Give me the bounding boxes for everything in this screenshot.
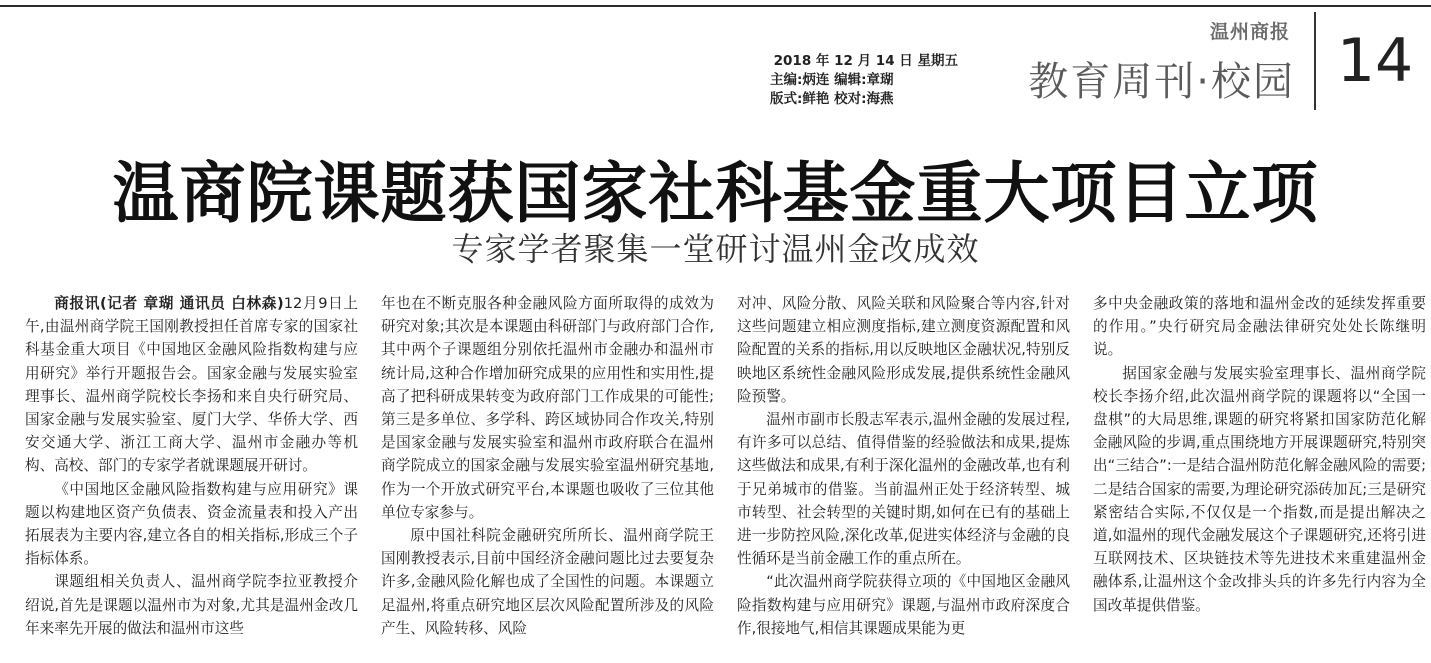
paragraph-6-end: 多中央金融政策的落地和温州金改的延续发挥重要的作用。”央行研究局金融法律研究处处长陈继明说。 xyxy=(1093,295,1426,359)
article-column-4 xyxy=(1093,292,1426,617)
page-number: 14 xyxy=(1336,26,1414,96)
section-title: 教育周刊·校园 xyxy=(1028,59,1295,105)
byline: 商报讯(记者 章瑚 通讯员 白林森) xyxy=(54,295,284,312)
layout-credit: 版式:鲜艳 校对:海燕 xyxy=(770,91,894,107)
paragraph-3-start: 课题组相关负责人、温州商学院李拉亚教授介绍说,首先是课题以温州市为对象,尤其是温州金改几年来率先开展的做法和温州市这些 xyxy=(25,573,358,637)
paragraph-2: 《中国地区金融风险指数构建与应用研究》课题以构建地区资产负债表、资金流量表和投入产出拓展表为主要内容,建立各自的相关指标,形成三个子指标体系。 xyxy=(25,480,358,568)
paragraph-1: 商报讯(记者 章瑚 通讯员 白林森)12月9日上午,由温州商学院王国刚教授担任首席专家的国家社科基金重大项目《中国地区金融风险指数构建与应用研究》举行开题报告会。国家金融与发展实验室理事长、温州商学院校长李扬和来自央行研究局、国家金融与发展实验室、厦门大学、华侨大学、西安交通大学、浙江工商大学、温州市金融办等机构、高校、部门的专家学者就课题展开研讨。 xyxy=(25,295,358,475)
paragraph-6-start: “此次温州商学院获得立项的《中国地区金融风险指数构建与应用研究》课题,与温州市政府深度合作,很接地气,相信其课题成果能为更 xyxy=(737,573,1070,637)
newspaper-brand: 温州商报 xyxy=(1209,21,1290,43)
editors-credit: 主编:炳连 编辑:章瑚 xyxy=(770,72,894,88)
issue-info xyxy=(770,52,958,109)
article-column-2 xyxy=(381,292,714,640)
paragraph-7: 据国家金融与发展实验室理事长、温州商学院校长李扬介绍,此次温州商学院的课题将以“全国一盘棋”的大局思维,课题的研究将紧扣国家防范化解金融风险的步调,重点围绕地方开展课题研究,特别突出“三结合”:一是结合温州防范化解金融风险的需要;二是结合国家的需要,为理论研究添砖加瓦;三是研究紧密结合实际,不仅仅是一个指数,而是提出解决之道,如温州的现代金融发展这个子课题研究,还将引进互联网技术、区块链技术等先进技术来重建温州金融体系,让温州这个金改排头兵的许多先行内容为全国改革提供借鉴。 xyxy=(1093,364,1426,614)
paragraph-3-end: 年也在不断克服各种金融风险方面所取得的成效为研究对象;其次是本课题由科研部门与政府部门合作,其中两个子课题组分别依托温州市金融办和温州市统计局,这种合作增加研究成果的应用性和实用性,提高了把科研成果转变为政府部门工作成果的可能性;第三是多单位、多学科、跨区域协同合作攻关,特别是国家金融与发展实验室和温州市政府联合在温州商学院成立的国家金融与发展实验室温州研究基地,作为一个开放式研究平台,本课题也吸收了三位其他单位专家参与。 xyxy=(381,295,714,521)
paragraph-4-end: 对冲、风险分散、风险关联和风险聚合等内容,针对这些问题建立相应测度指标,建立测度资源配置和风险配置的关系的指标,用以反映地区金融状况,特别反映地区系统性金融风险形成发展,提供系统性金融风险预警。 xyxy=(737,295,1070,405)
top-rule xyxy=(0,5,1431,7)
issue-date: 2018 年 12 月 14 日 星期五 xyxy=(773,53,958,69)
masthead-divider xyxy=(1314,12,1316,110)
paragraph-5: 温州市副市长殷志军表示,温州金融的发展过程,有许多可以总结、值得借鉴的经验做法和成果,提炼这些做法和成果,有利于深化温州的金融改革,也有利于兄弟城市的借鉴。当前温州正处于经济转型、城市转型、社会转型的关键时期,如何在已有的基础上进一步防控风险,深化改革,促进实体经济与金融的良性循环是当前金融工作的重点所在。 xyxy=(737,411,1070,568)
article-column-1 xyxy=(25,292,358,640)
article-column-3 xyxy=(737,292,1070,640)
subheadline: 专家学者聚集一堂研讨温州金改成效 xyxy=(451,230,980,268)
paragraph-4-start: 原中国社科院金融研究所所长、温州商学院王国刚教授表示,目前中国经济金融问题比过去要复杂许多,金融风险化解也成了全国性的问题。本课题立足温州,将重点研究地区层次风险配置所涉及的风险产生、风险转移、风险 xyxy=(381,527,714,637)
headline: 温商院课题获国家社科基金重大项目立项 xyxy=(112,155,1319,232)
